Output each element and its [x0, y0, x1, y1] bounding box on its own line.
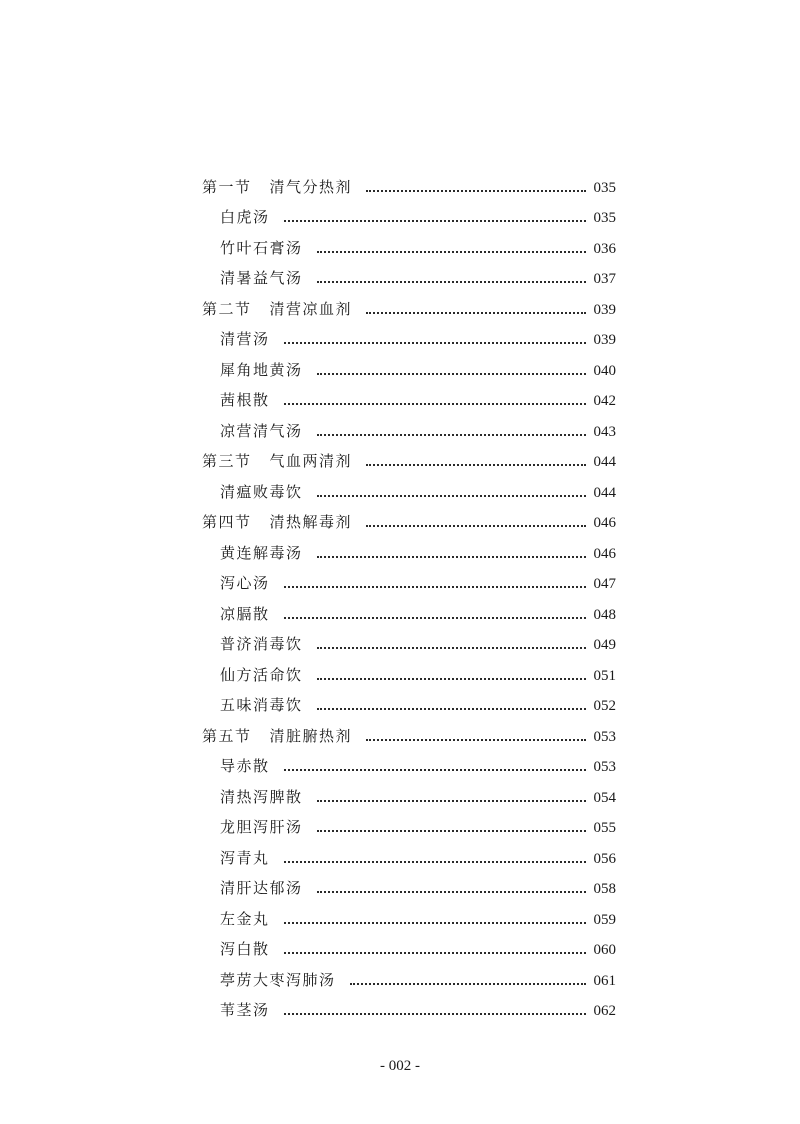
toc-entry-title	[220, 237, 303, 258]
toc-title-text: 苇茎汤	[220, 1001, 270, 1019]
toc-entry-title	[220, 999, 270, 1020]
toc-page-number: 051	[593, 667, 616, 684]
toc-title-text: 凉营清气汤	[220, 421, 303, 440]
toc-section-label: 第五节	[202, 726, 252, 745]
toc-entry-row[interactable]	[202, 319, 616, 350]
toc-page-number: 049	[593, 637, 616, 653]
toc-entry-title	[202, 450, 352, 471]
toc-section-row[interactable]	[202, 502, 616, 533]
toc-entry-title	[220, 542, 303, 563]
toc-entry-row[interactable]	[202, 532, 616, 563]
toc-entry-title	[220, 389, 270, 410]
toc-entry-row[interactable]	[202, 624, 616, 655]
toc-page-number: 042	[593, 393, 616, 409]
toc-title-text: 清营汤	[220, 330, 270, 348]
dot-leader	[284, 617, 586, 619]
toc-entry-row[interactable]	[202, 410, 616, 441]
toc-title-text: 清热泻脾散	[220, 787, 303, 806]
dot-leader	[317, 373, 586, 375]
toc-entry-title	[220, 877, 303, 898]
toc-title-text: 仙方活命饮	[220, 665, 303, 684]
toc-title-text: 黄连解毒汤	[220, 543, 303, 562]
dot-leader	[317, 434, 586, 436]
toc-entry-title	[220, 786, 303, 807]
toc-entry-title	[220, 481, 303, 502]
toc-entry-row[interactable]	[202, 593, 616, 624]
toc-entry-row[interactable]	[202, 837, 616, 868]
toc-page-number: 052	[593, 698, 616, 714]
toc-entry-row[interactable]	[202, 349, 616, 380]
toc-page-number: 040	[593, 362, 616, 379]
toc-section-label: 第三节	[202, 452, 252, 470]
dot-leader	[366, 739, 585, 741]
dot-leader	[317, 800, 586, 802]
table-of-contents	[202, 166, 616, 1020]
toc-page-number: 044	[593, 484, 616, 501]
toc-section-row[interactable]	[202, 715, 616, 746]
toc-title-text: 清暑益气汤	[220, 269, 303, 287]
toc-entry-row[interactable]	[202, 654, 616, 685]
toc-entry-title	[202, 511, 352, 532]
dot-leader	[284, 403, 586, 405]
toc-page-number: 056	[593, 850, 616, 867]
dot-leader	[317, 556, 586, 558]
dot-leader	[317, 678, 586, 680]
toc-title-text: 泻白散	[220, 940, 270, 958]
dot-leader	[284, 769, 586, 771]
toc-entry-row[interactable]	[202, 898, 616, 929]
toc-entry-title	[220, 755, 270, 776]
toc-page-number: 060	[593, 942, 616, 958]
toc-entry-title	[220, 328, 270, 349]
dot-leader	[284, 922, 586, 924]
toc-entry-title	[220, 908, 270, 929]
toc-section-row[interactable]	[202, 166, 616, 197]
toc-title-text: 普济消毒饮	[220, 635, 303, 653]
toc-title-text: 龙胆泻肝汤	[220, 818, 303, 836]
toc-title-text: 凉膈散	[220, 604, 270, 623]
toc-title-text: 左金丸	[220, 909, 270, 928]
toc-page-number: 053	[593, 759, 616, 775]
toc-title-text: 气血两清剂	[269, 452, 353, 470]
toc-entry-row[interactable]	[202, 227, 616, 258]
dot-leader	[366, 464, 585, 466]
dot-leader	[317, 495, 586, 497]
toc-title-text: 五味消毒饮	[220, 696, 303, 714]
toc-page-number: 035	[593, 179, 616, 196]
toc-page-number: 035	[593, 210, 616, 226]
toc-title-text: 清肝达郁汤	[220, 879, 303, 897]
toc-entry-row[interactable]	[202, 959, 616, 990]
toc-title-text: 泻青丸	[220, 848, 270, 867]
toc-entry-title	[220, 847, 270, 868]
dot-leader	[284, 1013, 586, 1015]
toc-entry-row[interactable]	[202, 685, 616, 716]
toc-section-row[interactable]	[202, 441, 616, 472]
toc-entry-title	[220, 267, 303, 288]
toc-entry-title	[220, 206, 270, 227]
toc-entry-row[interactable]	[202, 776, 616, 807]
toc-page-number: 058	[593, 881, 616, 897]
toc-title-text: 导赤散	[220, 757, 270, 775]
toc-title-text: 清气分热剂	[269, 177, 353, 196]
dot-leader	[284, 861, 586, 863]
dot-leader	[317, 708, 586, 710]
dot-leader	[284, 220, 586, 222]
toc-section-row[interactable]	[202, 288, 616, 319]
toc-title-text: 犀角地黄汤	[220, 360, 303, 379]
dot-leader	[366, 190, 585, 192]
toc-title-text: 茜根散	[220, 391, 270, 409]
toc-entry-row[interactable]	[202, 471, 616, 502]
page-number: - 002 -	[380, 1058, 420, 1074]
toc-title-text: 清瘟败毒饮	[220, 482, 303, 501]
toc-entry-title	[202, 298, 352, 319]
toc-entry-row[interactable]	[202, 380, 616, 411]
dot-leader	[317, 251, 586, 253]
toc-page-number: 037	[593, 271, 616, 287]
toc-entry-title	[220, 633, 303, 654]
toc-entry-row[interactable]	[202, 746, 616, 777]
dot-leader	[317, 891, 586, 893]
toc-page-number: 055	[593, 820, 616, 836]
toc-page-number: 061	[593, 972, 616, 989]
toc-page-number: 036	[593, 240, 616, 257]
toc-entry-title	[220, 694, 303, 715]
toc-entry-row[interactable]	[202, 197, 616, 228]
toc-page-number: 053	[593, 728, 616, 745]
toc-title-text: 清热解毒剂	[269, 513, 353, 531]
toc-page-number: 059	[593, 911, 616, 928]
toc-entry-title	[220, 816, 303, 837]
toc-entry-title	[220, 603, 270, 624]
toc-page-number: 039	[593, 301, 616, 318]
toc-entry-row[interactable]	[202, 258, 616, 289]
toc-entry-row[interactable]	[202, 868, 616, 899]
toc-page-number: 046	[593, 545, 616, 562]
toc-entry-title	[220, 938, 270, 959]
toc-page-number: 048	[593, 606, 616, 623]
dot-leader	[366, 525, 585, 527]
dot-leader	[317, 647, 586, 649]
toc-page-number: 043	[593, 423, 616, 440]
toc-title-text: 葶苈大枣泻肺汤	[220, 970, 336, 989]
dot-leader	[317, 281, 586, 283]
toc-title-text: 清脏腑热剂	[269, 726, 353, 745]
toc-page-number: 054	[593, 789, 616, 806]
toc-page-number: 039	[593, 332, 616, 348]
toc-entry-title	[202, 176, 352, 197]
toc-entry-title	[220, 572, 270, 593]
toc-page-number: 062	[593, 1003, 616, 1019]
toc-entry-title	[202, 725, 352, 746]
dot-leader	[366, 312, 585, 314]
toc-title-text: 竹叶石膏汤	[220, 238, 303, 257]
toc-page-number: 046	[593, 515, 616, 531]
toc-page-number: 047	[593, 576, 616, 592]
dot-leader	[284, 586, 586, 588]
toc-section-label: 第一节	[202, 177, 252, 196]
toc-entry-title	[220, 664, 303, 685]
dot-leader	[350, 983, 586, 985]
toc-section-label: 第四节	[202, 513, 252, 531]
toc-section-label: 第二节	[202, 299, 252, 318]
toc-title-text: 白虎汤	[220, 208, 270, 226]
toc-entry-row[interactable]	[202, 929, 616, 960]
dot-leader	[317, 830, 586, 832]
toc-entry-row[interactable]	[202, 990, 616, 1021]
toc-title-text: 清营凉血剂	[269, 299, 353, 318]
toc-entry-row[interactable]	[202, 807, 616, 838]
toc-page-number: 044	[593, 454, 616, 470]
dot-leader	[284, 342, 586, 344]
toc-entry-title	[220, 420, 303, 441]
toc-entry-row[interactable]	[202, 563, 616, 594]
toc-entry-title	[220, 359, 303, 380]
toc-title-text: 泻心汤	[220, 574, 270, 592]
toc-entry-title	[220, 969, 336, 990]
dot-leader	[284, 952, 586, 954]
